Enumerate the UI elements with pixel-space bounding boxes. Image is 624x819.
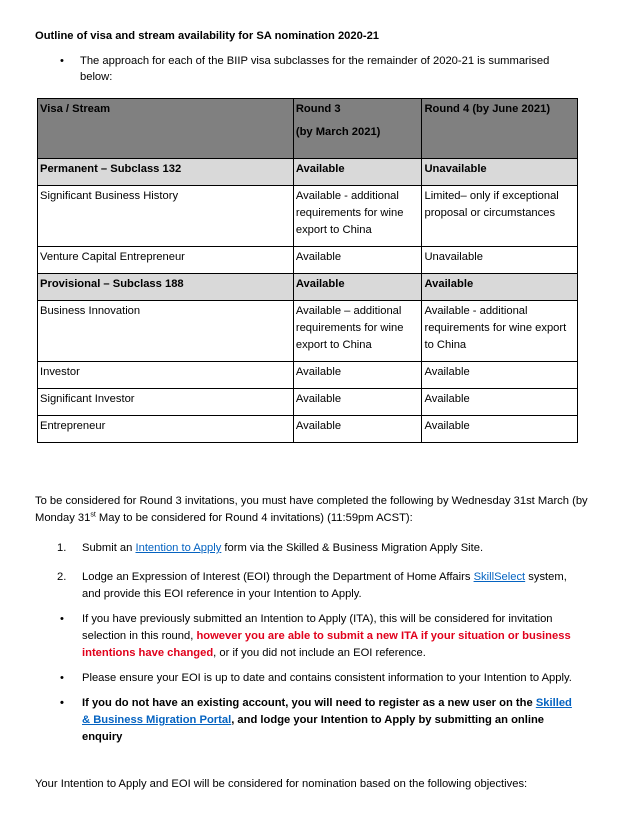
table-row (38, 362, 578, 389)
table-cell: Limited– only if exceptional proposal or circumstances (422, 186, 578, 247)
bullet-previous-ita (52, 611, 582, 662)
step-1 (52, 540, 582, 557)
table-cell: Business Innovation (38, 301, 294, 362)
table-cell: Available (293, 274, 422, 301)
table-cell: Available - additional requirements for wine export to China (422, 301, 578, 362)
table-row (38, 186, 578, 247)
bullet-text: , or if you did not include an EOI reference. (213, 647, 426, 659)
round-deadline-paragraph (35, 493, 595, 527)
table-cell: Available (293, 389, 422, 416)
bullet-eoi-up-to-date (52, 670, 582, 687)
table-cell: Entrepreneur (38, 416, 294, 443)
bullet-icon: • (60, 672, 64, 684)
intention-to-apply-link[interactable]: Intention to Apply (135, 542, 222, 554)
table-cell: Available (422, 274, 578, 301)
step-text: Submit an (82, 542, 136, 554)
table-cell: Provisional – Subclass 188 (38, 274, 294, 301)
header-round-4: Round 4 (by June 2021) (422, 99, 578, 159)
table-cell: Venture Capital Entrepreneur (38, 247, 294, 274)
step-2 (52, 569, 582, 603)
bullet-icon: • (60, 697, 64, 709)
header-round-3 (293, 99, 422, 159)
table-cell: Available (422, 362, 578, 389)
header-round-3-label: Round 3 (295, 103, 341, 115)
table-section-row (38, 159, 578, 186)
steps-list (52, 540, 582, 754)
deadline-text-b: May to be considered for Round 4 invitations) (11:59pm ACST): (95, 512, 413, 524)
step-number: 2. (57, 571, 67, 583)
table-cell: Available (293, 159, 422, 186)
table-cell: Available (422, 416, 578, 443)
table-cell: Available - additional requirements for wine export to China (293, 186, 422, 247)
table-cell: Available (293, 416, 422, 443)
table-cell: Unavailable (422, 247, 578, 274)
closing-paragraph: Your Intention to Apply and EOI will be considered for nomination based on the following objectives: (35, 778, 528, 790)
visa-availability-table (37, 98, 578, 443)
table-cell: Unavailable (422, 159, 578, 186)
table-row (38, 416, 578, 443)
intro-bullet (60, 53, 570, 85)
bullet-text: If you have previously submitted an Intention to Apply (ITA), this will be considered for invitation selection in this round, (82, 613, 553, 642)
step-number: 1. (57, 542, 67, 554)
step-text: system, and provide this EOI reference in your Intention to Apply. (82, 571, 567, 600)
bullet-highlight: however you are able to submit a new ITA if your situation or business intentions have changed (82, 630, 571, 659)
header-round-3-date: (by March 2021) (295, 126, 381, 138)
bullet-text: If you do not have an existing account, you will need to register as a new user on the (82, 697, 536, 709)
table-cell: Available (293, 362, 422, 389)
page-title: Outline of visa and stream availability for SA nomination 2020-21 (35, 30, 380, 42)
deadline-text-a: To be considered for Round 3 invitations, you must have completed the following by Wednesday 31st March (by Monday 31 (35, 495, 588, 524)
table-header-row (38, 99, 578, 159)
step-text: form via the Skilled & Business Migration Apply Site. (221, 542, 484, 554)
table-cell: Available (293, 247, 422, 274)
table-cell: Available – additional requirements for wine export to China (293, 301, 422, 362)
bullet-register-account (52, 695, 582, 746)
step-text: Lodge an Expression of Interest (EOI) through the Department of Home Affairs (82, 571, 474, 583)
intro-text: The approach for each of the BIIP visa subclasses for the remainder of 2020-21 is summarised below: (80, 55, 550, 83)
header-visa-stream: Visa / Stream (38, 99, 294, 159)
table-row (38, 301, 578, 362)
migration-portal-link[interactable]: Skilled & Business Migration Portal (82, 697, 572, 726)
bullet-text: Please ensure your EOI is up to date and contains consistent information to your Intention to Apply. (82, 672, 572, 684)
table-cell: Available (422, 389, 578, 416)
table-cell: Permanent – Subclass 132 (38, 159, 294, 186)
table-cell: Significant Business History (38, 186, 294, 247)
bullet-icon: • (60, 55, 64, 67)
table-cell: Significant Investor (38, 389, 294, 416)
bullet-text: , and lodge your Intention to Apply by submitting an online enquiry (82, 714, 545, 743)
bullet-icon: • (60, 613, 64, 625)
deadline-sup: st (90, 511, 96, 519)
table-row (38, 247, 578, 274)
table-row (38, 389, 578, 416)
table-section-row (38, 274, 578, 301)
skillselect-link[interactable]: SkillSelect (473, 571, 526, 583)
table-cell: Investor (38, 362, 294, 389)
